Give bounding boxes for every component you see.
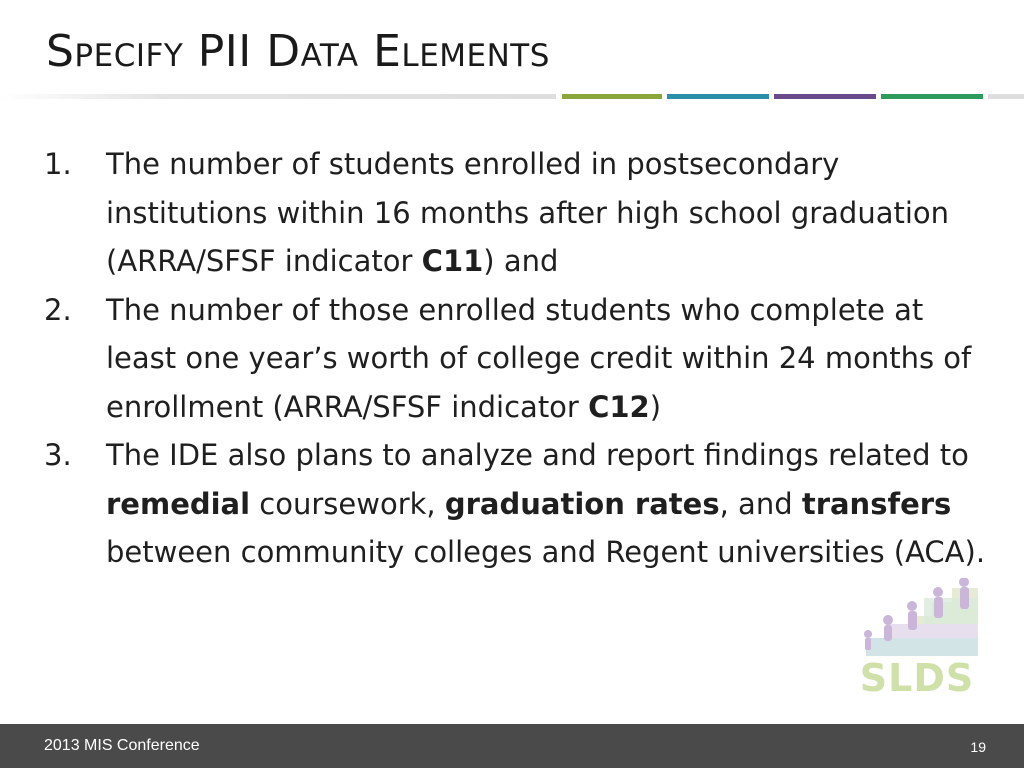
text-segment: ) and [483, 244, 559, 278]
divider-green-segment [562, 94, 662, 99]
divider-teal-segment [667, 94, 769, 99]
divider-gray-segment [0, 94, 556, 99]
list-item-text [106, 431, 994, 577]
text-segment: The IDE also plans to analyze and report findings related to [106, 438, 969, 472]
list-item-number: 3. [44, 438, 72, 472]
title-divider-bar [0, 94, 1024, 99]
text-segment: The number of students enrolled in postsecondary institutions within 16 months after high school graduation (ARRA/SFSF indicator [106, 147, 950, 278]
slide-footer [0, 724, 1024, 768]
list-item [44, 431, 994, 577]
divider-purple-segment [774, 94, 876, 99]
text-segment: between community colleges and Regent universities (ACA). [106, 535, 986, 569]
numbered-list [44, 140, 994, 577]
slds-logo-icon [846, 578, 988, 696]
emphasized-term: remedial [106, 486, 251, 521]
slds-logo-text: SLDS [859, 656, 975, 696]
text-segment: coursework, [250, 486, 445, 521]
text-segment: , and [719, 486, 802, 521]
text-segment: The number of those enrolled students who complete at least one year’s worth of college credit within 24 months of enrollment (ARRA/SFSF indicator [106, 292, 972, 424]
divider-gray-end-segment [988, 94, 1024, 99]
footer-conference-label: 2013 MIS Conference [44, 737, 200, 754]
list-item [44, 140, 994, 286]
divider-dark-green-segment [881, 94, 983, 99]
emphasized-term: transfers [801, 486, 952, 521]
emphasized-term: graduation rates [444, 486, 720, 521]
emphasized-term: C11 [421, 244, 484, 278]
list-item-number: 1. [44, 147, 72, 181]
emphasized-term: C12 [588, 389, 650, 424]
list-item-number: 2. [44, 292, 72, 327]
slide-page-number: 19 [970, 739, 986, 755]
list-item-text [106, 286, 994, 432]
list-item [44, 286, 994, 432]
list-item-text [106, 140, 994, 286]
slide-title: Specify PII Data Elements [46, 26, 550, 77]
text-segment: ) [649, 389, 662, 424]
